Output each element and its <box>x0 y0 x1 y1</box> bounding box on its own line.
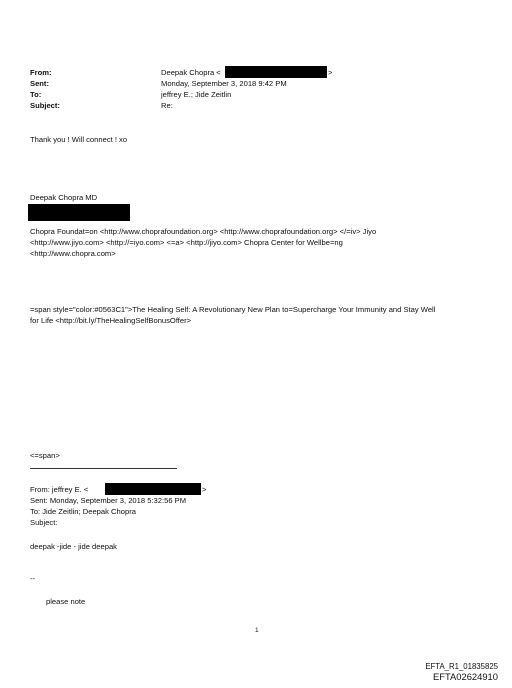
span-tag-text: <=span> <box>30 451 60 460</box>
divider-line <box>30 468 177 469</box>
quoted-dashes: -- <box>30 574 36 583</box>
quoted-note: please note <box>46 597 86 606</box>
from-value <box>161 68 221 78</box>
quoted-from-close: > <box>202 485 207 494</box>
quoted-subject: Subject: <box>30 518 58 527</box>
from-name: Deepak Chopra < <box>161 68 221 77</box>
bates-number-1: EFTA_R1_01835825 <box>425 662 498 671</box>
sent-value: Monday, September 3, 2018 9:42 PM <box>161 79 287 88</box>
to-label: To: <box>30 90 42 99</box>
from-label: From: <box>30 68 52 77</box>
promo-line-2: for Life <http://bit.ly/TheHealingSelfBonusOffer> <box>30 316 192 325</box>
quoted-to: To: Jide Zeitlin; Deepak Chopra <box>30 507 136 516</box>
bates-number-2: EFTA02624910 <box>433 671 498 682</box>
redaction-box <box>105 483 201 495</box>
sent-label: Sent: <box>30 79 49 88</box>
links-line-3: <http://www.chopra.com> <box>30 249 116 258</box>
links-line-1: Chopra Foundat=on <http://www.choprafoundation.org> <http://www.choprafoundation.org> </=iv> Jiyo <box>30 227 377 236</box>
to-value: jeffrey E.; Jide Zeitlin <box>161 90 232 99</box>
promo-line-1: =span style="color:#0563C1">The Healing Self: A Revolutionary New Plan to=Supercharge Your Immunity and Stay Well <box>30 305 436 314</box>
subject-label: Subject: <box>30 101 60 110</box>
signature-name: Deepak Chopra MD <box>30 193 98 202</box>
redaction-box <box>28 204 130 221</box>
greeting-text: Thank you ! Will connect ! xo <box>30 135 128 144</box>
from-value-close: > <box>328 68 333 77</box>
quoted-from: From: jeffrey E. < <box>30 485 89 494</box>
redaction-box <box>225 66 327 78</box>
quoted-message: deepak -jide - jide deepak <box>30 542 117 551</box>
quoted-sent: Sent: Monday, September 3, 2018 5:32:56 PM <box>30 496 187 505</box>
links-line-2: <http://www.jiyo.com> <http://=iyo.com> <=a> <http://jiyo.com> Chopra Center for Wellbe=ng <box>30 238 343 247</box>
page-number: 1 <box>255 627 259 634</box>
subject-value: Re: <box>161 101 173 110</box>
